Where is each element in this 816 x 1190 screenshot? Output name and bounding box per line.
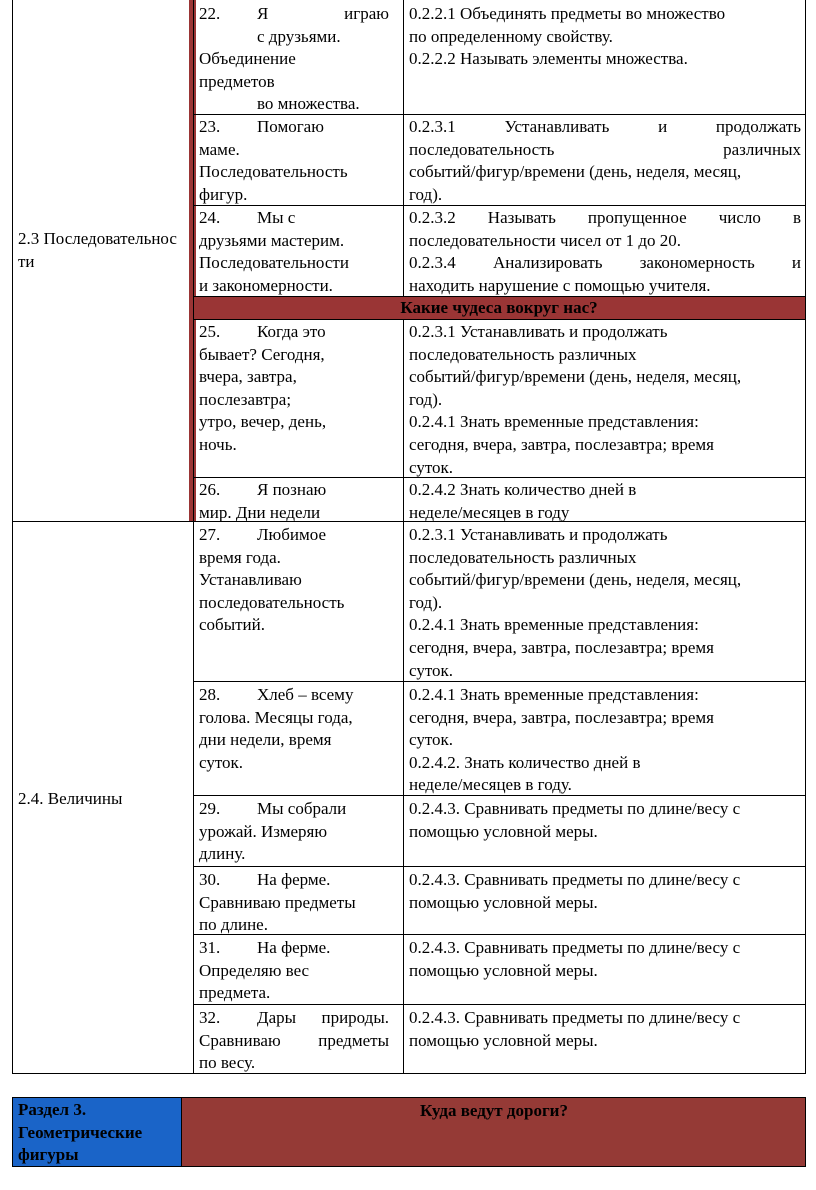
result-line: событий/фигур/времени (день, неделя, месяц,: [409, 570, 742, 590]
results-cell-29: [409, 798, 801, 843]
result-line: 0.2.4.3. Сравнивать предметы по длине/весу с: [409, 1008, 741, 1027]
result-line: сегодня, вчера, завтра, послезавтра; время: [409, 434, 714, 454]
result-line: последовательность различных: [409, 547, 637, 567]
topic-line: маме.: [199, 139, 240, 159]
result-line: помощью условной меры.: [409, 892, 598, 912]
result-line: сегодня, вчера, завтра, послезавтра; время: [409, 637, 714, 657]
topic-line: Последовательности: [199, 253, 349, 273]
result-line: 0.2.4.1 Знать временные представления:: [409, 615, 699, 635]
results-cell-26: [409, 479, 801, 524]
section-label-2-3: 2.3 Последовательности: [18, 229, 177, 271]
topic-line: Сравниваю предметы: [199, 1030, 389, 1050]
footer-section-title: Куда ведут дороги?: [420, 1101, 568, 1120]
topic-line: предметов: [199, 71, 275, 91]
topic-line: бывает? Сегодня,: [199, 344, 325, 364]
result-line: 0.2.3.4 Анализировать закономерность и: [409, 253, 801, 273]
results-cell-25: [409, 321, 801, 479]
topic-cell-24: [199, 207, 389, 297]
results-cell-28: [409, 684, 801, 797]
topic-line: длину.: [199, 844, 246, 864]
topic-cell-28: [199, 684, 389, 774]
topic-line: 26. Я познаю: [199, 480, 327, 499]
topic-cell-25: [199, 321, 389, 457]
result-line: 0.2.4.1 Знать временные представления:: [409, 685, 699, 704]
footer-section-label: Раздел 3. Геометрические фигуры: [18, 1100, 143, 1165]
topic-cell-31: [199, 937, 389, 1005]
topic-line: фигур.: [199, 184, 248, 204]
topic-cell-27: [199, 524, 389, 637]
topic-line: урожай. Измеряю: [199, 821, 328, 841]
section-label-2-4: 2.4. Величины: [18, 789, 123, 808]
result-line: помощью условной меры.: [409, 1030, 598, 1050]
topic-cell-29: [199, 798, 389, 866]
topic-cell-22: [199, 3, 389, 116]
result-line: находить нарушение с помощью учителя.: [409, 275, 711, 295]
topic-line: 29. Мы собрали: [199, 799, 347, 818]
result-line: помощью условной меры.: [409, 960, 598, 980]
grid-line: [12, 0, 13, 1074]
topic-line: предмета.: [199, 983, 271, 1003]
topic-line: 27. Любимое: [199, 525, 326, 544]
result-line: сегодня, вчера, завтра, послезавтра; время: [409, 707, 714, 727]
banner-title: Какие чудеса вокруг нас?: [400, 298, 598, 317]
grid-line: [805, 0, 806, 1074]
topic-line: событий.: [199, 615, 265, 635]
topic-line: 22. Я играю: [199, 4, 389, 23]
topic-line: по длине.: [199, 915, 268, 935]
result-line: суток.: [409, 660, 454, 680]
result-line: год).: [409, 389, 443, 409]
result-line: 0.2.3.1 Устанавливать и продолжать: [409, 525, 668, 544]
result-line: год).: [409, 592, 443, 612]
grid-line: [193, 0, 194, 1074]
result-line: суток.: [409, 730, 454, 750]
results-cell-27: [409, 524, 801, 682]
result-line: последовательность различных: [409, 344, 637, 364]
topic-line: ночь.: [199, 434, 237, 454]
topic-line: Устанавливаю: [199, 570, 302, 590]
topic-line: 31. На ферме.: [199, 938, 331, 957]
topic-line: вчера, завтра,: [199, 367, 297, 387]
topic-line: и закономерности.: [199, 275, 333, 295]
topic-line: послезавтра;: [199, 389, 292, 409]
result-line: неделе/месяцев в году.: [409, 775, 572, 795]
grid-line: [193, 866, 806, 867]
results-cell-32: [409, 1007, 801, 1052]
result-line: год).: [409, 184, 443, 204]
topic-line: 23. Помогаю: [199, 117, 324, 136]
topic-line: последовательность: [199, 592, 345, 612]
grid-line: [12, 1097, 806, 1098]
topic-line: мир. Дни недели: [199, 502, 321, 522]
topic-line: Сравниваю предметы: [199, 892, 356, 912]
topic-line: 32. Дары природы.: [199, 1008, 389, 1027]
topic-line: Объединение: [199, 49, 296, 69]
results-cell-23: [409, 116, 801, 206]
topic-line: утро, вечер, день,: [199, 412, 327, 432]
result-line: 0.2.4.2 Знать количество дней в: [409, 480, 637, 499]
topic-line: голова. Месяцы года,: [199, 707, 353, 727]
result-line: 0.2.4.1 Знать временные представления:: [409, 412, 699, 432]
topic-line: с друзьями.: [257, 26, 341, 46]
topic-cell-30: [199, 869, 389, 937]
results-cell-30: [409, 869, 801, 914]
topic-line: во множества.: [257, 94, 360, 114]
topic-cell-23: [199, 116, 389, 206]
result-line: последовательность различных: [409, 139, 801, 159]
result-line: 0.2.4.3. Сравнивать предметы по длине/весу с: [409, 799, 741, 818]
results-cell-31: [409, 937, 801, 982]
topic-line: Последовательность: [199, 162, 348, 182]
topic-line: 25. Когда это: [199, 322, 326, 341]
topic-line: 24. Мы с: [199, 208, 296, 227]
grid-line: [403, 0, 404, 296]
grid-line: [193, 319, 806, 320]
result-line: 0.2.3.1 Устанавливать и продолжать: [409, 322, 668, 341]
topic-line: друзьями мастерим.: [199, 230, 345, 250]
grid-line: [403, 319, 404, 1074]
result-line: последовательности чисел от 1 до 20.: [409, 230, 682, 250]
results-cell-24: [409, 207, 801, 297]
result-line: 0.2.2.1 Объединять предметы во множество: [409, 4, 726, 23]
topic-cell-32: [199, 1007, 389, 1075]
result-line: по определенному свойству.: [409, 26, 613, 46]
result-line: 0.2.3.2 Называть пропущенное число в: [409, 208, 801, 227]
topic-line: Определяю вес: [199, 960, 310, 980]
topic-line: суток.: [199, 752, 244, 772]
result-line: 0.2.4.3. Сравнивать предметы по длине/весу с: [409, 870, 741, 889]
result-line: неделе/месяцев в году: [409, 502, 570, 522]
topic-line: дни недели, время: [199, 730, 332, 750]
topic-cell-26: [199, 479, 389, 524]
result-line: 0.2.4.3. Сравнивать предметы по длине/весу с: [409, 938, 741, 957]
result-line: событий/фигур/времени (день, неделя, месяц,: [409, 162, 742, 182]
result-line: 0.2.4.2. Знать количество дней в: [409, 752, 641, 772]
result-line: 0.2.2.2 Называть элементы множества.: [409, 49, 688, 69]
results-cell-22: [409, 3, 801, 71]
result-line: 0.2.3.1 Устанавливать и продолжать: [409, 117, 801, 136]
grid-line: [12, 1097, 13, 1167]
topic-line: по весу.: [199, 1053, 256, 1073]
topic-line: время года.: [199, 547, 281, 567]
result-line: суток.: [409, 457, 454, 477]
topic-line: 30. На ферме.: [199, 870, 331, 889]
result-line: событий/фигур/времени (день, неделя, месяц,: [409, 367, 742, 387]
topic-line: 28. Хлеб – всему: [199, 685, 354, 704]
grid-line: [12, 1073, 806, 1074]
result-line: помощью условной меры.: [409, 821, 598, 841]
